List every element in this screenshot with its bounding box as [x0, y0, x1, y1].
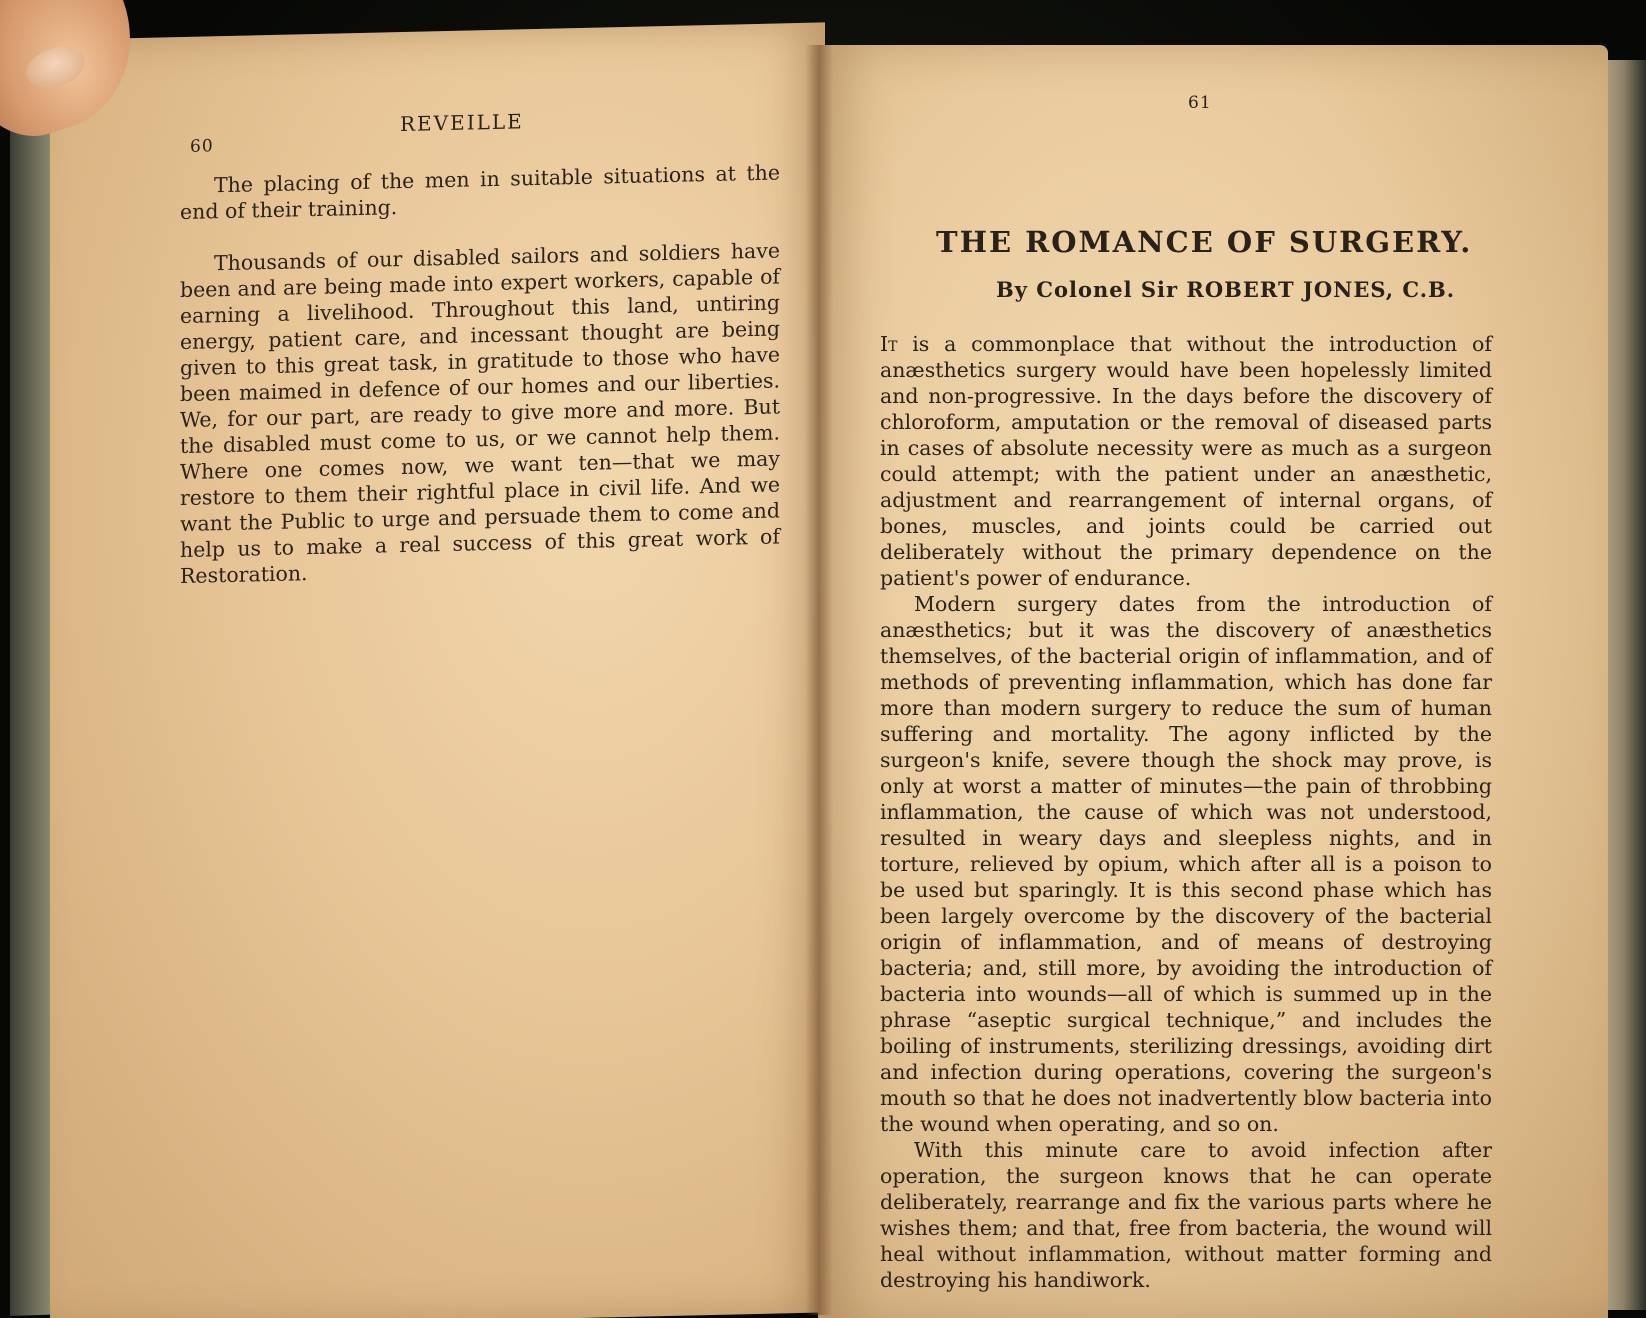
right-paragraph-1-body: is a commonplace that without the introduction of anæsthetics surgery would have been hopelessly limited and non-progressive. In the days before the discovery of chloroform, amputation or the removal of diseased parts in cases of absolute necessity were as much as a surgeon could attempt; with the patient under an anæsthetic, adjustment and rearrangement of internal organs, of bones, muscles, and joints could be carried out deliberately without the primary dependence on the patient's power of endurance.	[880, 332, 1492, 590]
left-paragraph-1: The placing of the men in suitable situations at the end of their training.	[180, 160, 780, 225]
right-page	[818, 45, 1608, 1318]
drop-lead-word: It	[880, 332, 898, 356]
left-page	[50, 22, 825, 1318]
right-paragraph-1	[880, 331, 1492, 591]
article-title: THE ROMANCE OF SURGERY.	[936, 225, 1473, 259]
right-paragraph-2: Modern surgery dates from the introduction of anæsthetics; but it was the discovery of anæsthetics themselves, of the bacterial origin of inflammation, and of methods of preventing inflammation, which has done far more than modern surgery to reduce the sum of human suffering and mortality. The agony inflicted by the surgeon's knife, severe though the shock may prove, is only at worst a matter of minutes—the pain of throbbing inflammation, the cause of which was not understood, resulted in weary days and sleepless nights, and in torture, relieved by opium, which after all is a poison to be used but sparingly. It is this second phase which has been largely overcome by the discovery of the bacterial origin of inflammation, and of means of destroying bacteria; and, still more, by avoiding the introduction of bacteria into wounds—all of which is summed up in the phrase “aseptic surgical technique,” and includes the boiling of instruments, sterilizing dressings, avoiding dirt and infection during operations, covering the surgeon's mouth so that he does not inadvertently blow bacteria into the wound when operating, and so on.	[880, 592, 1492, 1136]
book-gutter	[805, 45, 833, 1315]
left-page-text	[180, 159, 780, 589]
right-paragraph-3: With this minute care to avoid infection after operation, the surgeon knows that he can operate deliberately, rearrange and fix the various parts where he wishes them; and that, free from bacteria, the wound will heal without inflammation, without matter forming and destroying his handiwork.	[880, 1138, 1492, 1292]
right-page-number: 61	[1188, 93, 1212, 113]
article-byline: By Colonel Sir ROBERT JONES, C.B.	[996, 277, 1456, 302]
right-page-text	[880, 331, 1492, 1293]
running-head: REVEILLE	[400, 109, 524, 137]
thumb-nail	[21, 40, 90, 95]
left-page-number: 60	[190, 136, 214, 157]
left-paragraph-2: Thousands of our disabled sailors and soldiers have been and are being made into expert workers, capable of earning a livelihood. Throughout this land, untiring energy, patient care, and incessant thought are being given to this great task, in gratitude to those who have been maimed in defence of our homes and our liberties. We, for our part, are ready to give more and more. But the disabled must come to us, or we cannot help them. Where one comes now, we want ten—that we may restore to them their rightful place in civil life. And we want the Public to urge and persuade them to come and help us to make a real success of this great work of Restoration.	[180, 238, 780, 589]
